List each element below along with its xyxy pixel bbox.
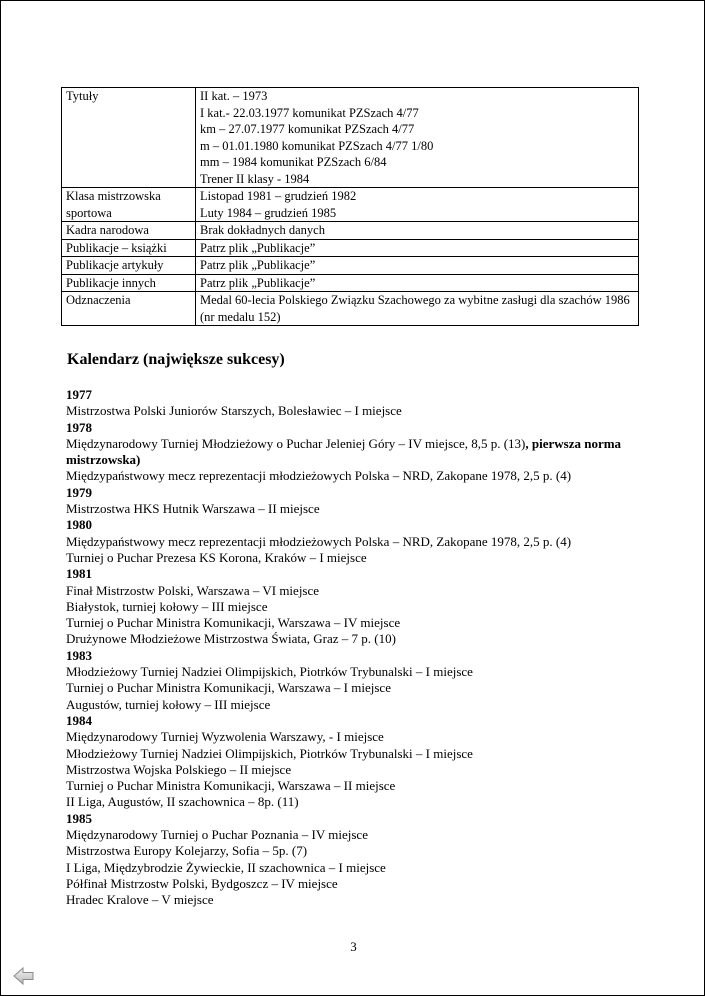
class-line: Luty 1984 – grudzień 1985: [200, 205, 337, 220]
title-line: m – 01.01.1980 komunikat PZSzach 4/77 1/80: [200, 138, 434, 153]
titles-value: [196, 88, 639, 188]
list-item: Turniej o Puchar Ministra Komunikacji, Warszawa – I miejsce: [66, 680, 391, 696]
back-button[interactable]: [13, 967, 35, 985]
entry-text: Międzynarodowy Turniej Młodzieżowy o Puchar Jeleniej Góry – IV miejsce, 8,5 p. (13): [66, 435, 526, 451]
list-item: Turniej o Puchar Ministra Komunikacji, Warszawa – IV miejsce: [66, 615, 401, 631]
pub-articles-value: Patrz plik „Publikacje”: [196, 257, 639, 275]
calendar-heading: Kalendarz (największe sukcesy): [67, 351, 285, 368]
pub-others-value: Patrz plik „Publikacje”: [196, 274, 639, 292]
table-row: [62, 274, 639, 292]
pub-books-value: Patrz plik „Publikacje”: [196, 239, 639, 257]
list-item: Białystok, turniej kołowy – III miejsce: [66, 598, 268, 614]
list-item: I Liga, Międzybrodzie Żywieckie, II szachownica – I miejsce: [66, 859, 386, 875]
list-item: Mistrzostwa Europy Kolejarzy, Sofia – 5p. (7): [66, 843, 308, 859]
list-item: Mistrzostwa Polski Juniorów Starszych, Bolesławiec – I miejsce: [66, 403, 402, 419]
list-item: Mistrzostwa Wojska Polskiego – II miejsce: [66, 761, 292, 777]
year-heading: 1977: [66, 387, 92, 402]
table-row: [62, 239, 639, 257]
awards-value: Medal 60-lecia Polskiego Związku Szachowego za wybitne zasługi dla szachów 1986 (nr medalu 152): [196, 292, 639, 326]
list-item: Międzynarodowy Turniej o Puchar Poznania – IV miejsce: [66, 827, 368, 843]
list-item: Międzypaństwowy mecz reprezentacji młodzieżowych Polska – NRD, Zakopane 1978, 2,5 p. (4): [66, 533, 572, 549]
list-item: Turniej o Puchar Prezesa KS Korona, Kraków – I miejsce: [66, 549, 367, 565]
year-heading: 1978: [66, 419, 92, 435]
pub-books-label: Publikacje – książki: [62, 239, 196, 257]
info-table: [61, 87, 639, 326]
table-row: [62, 188, 639, 222]
list-item: Drużynowe Młodzieżowe Mistrzostwa Świata, Graz – 7 p. (10): [66, 631, 396, 647]
calendar-list: [66, 387, 641, 909]
table-row: [62, 292, 639, 326]
list-item: Międzypaństwowy mecz reprezentacji młodzieżowych Polska – NRD, Zakopane 1978, 2,5 p. (4): [66, 468, 572, 484]
team-value: Brak dokładnych danych: [196, 222, 639, 240]
list-item: [66, 436, 641, 469]
year-heading: 1980: [66, 517, 92, 533]
class-value: [196, 188, 639, 222]
page-number: 3: [350, 939, 357, 954]
list-item: Turniej o Puchar Ministra Komunikacji, Warszawa – II miejsce: [66, 778, 396, 794]
list-item: Mistrzostwa HKS Hutnik Warszawa – II miejsce: [66, 501, 320, 517]
year-heading: 1985: [66, 810, 92, 826]
title-line: I kat.- 22.03.1977 komunikat PZSzach 4/77: [200, 105, 419, 120]
pub-others-label: Publikacje innych: [62, 274, 196, 292]
table-row: [62, 88, 639, 188]
list-item: Finał Mistrzostw Polski, Warszawa – VI miejsce: [66, 582, 320, 598]
year-heading: 1984: [66, 712, 92, 728]
list-item: Augustów, turniej kołowy – III miejsce: [66, 696, 271, 712]
back-arrow-icon: [13, 967, 35, 985]
title-line: Trener II klasy - 1984: [200, 171, 310, 186]
pub-articles-label: Publikacje artykuły: [62, 257, 196, 275]
class-label: Klasa mistrzowska sportowa: [62, 188, 196, 222]
table-row: [62, 222, 639, 240]
title-line: km – 27.07.1977 komunikat PZSzach 4/77: [200, 122, 415, 136]
list-item: Międzynarodowy Turniej Wyzwolenia Warszawy, - I miejsce: [66, 729, 384, 745]
year-heading: 1983: [66, 647, 92, 663]
table-row: [62, 257, 639, 275]
list-item: Młodzieżowy Turniej Nadziei Olimpijskich, Piotrków Trybunalski – I miejsce: [66, 745, 473, 761]
team-label: Kadra narodowa: [62, 222, 196, 240]
awards-label: Odznaczenia: [62, 292, 196, 326]
entry-bold-text: , pierwsza norma mistrzowska): [66, 435, 622, 468]
list-item: Półfinał Mistrzostw Polski, Bydgoszcz – IV miejsce: [66, 875, 338, 891]
class-line: Listopad 1981 – grudzień 1982: [200, 189, 357, 203]
title-line: II kat. – 1973: [200, 89, 268, 103]
title-line: mm – 1984 komunikat PZSzach 6/84: [200, 155, 387, 169]
year-heading: 1979: [66, 484, 92, 500]
list-item: II Liga, Augustów, II szachownica – 8p. (11): [66, 794, 299, 810]
year-heading: 1981: [66, 566, 92, 582]
list-item: Młodzieżowy Turniej Nadziei Olimpijskich, Piotrków Trybunalski – I miejsce: [66, 664, 473, 680]
titles-label: Tytuły: [62, 88, 196, 188]
list-item: Hradec Kralove – V miejsce: [66, 892, 214, 908]
